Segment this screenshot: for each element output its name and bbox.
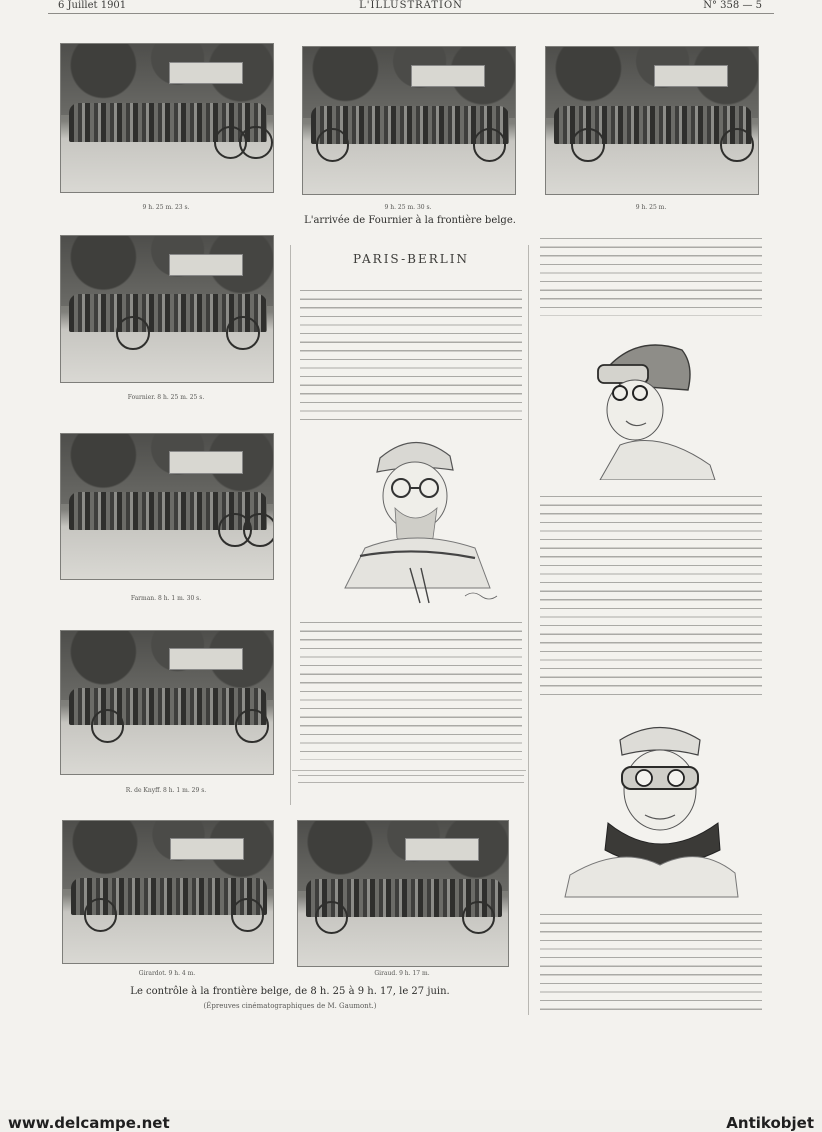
page-date: 6 Juillet 1901 xyxy=(58,0,127,11)
photo-caption-de-knyff: R. de Knyff. 8 h. 1 m. 29 s. xyxy=(125,787,207,794)
photo-giraud xyxy=(297,820,509,967)
photo-caption-giraud: Giraud. 9 h. 17 m. xyxy=(374,970,430,977)
watermark-right: Antikobjet xyxy=(726,1114,814,1132)
photo-caption-girardot: Girardot. 9 h. 4 m. xyxy=(138,970,196,977)
header-rule xyxy=(48,13,774,14)
photo-caption-fournier: Fournier. 8 h. 25 m. 25 s. xyxy=(127,394,205,401)
article-text-3 xyxy=(540,236,762,316)
publication-title: L'ILLUSTRATION xyxy=(359,0,463,11)
article-title: PARIS-BERLIN xyxy=(353,252,469,266)
watermark-left: www.delcampe.net xyxy=(8,1114,170,1132)
photo-arrival-2 xyxy=(302,46,516,195)
photo-de-knyff xyxy=(60,630,274,775)
column-rule-left xyxy=(290,245,291,805)
photo-fournier xyxy=(60,235,274,383)
photo-caption-2: 9 h. 25 m. 30 s. xyxy=(384,204,432,211)
arrival-caption: L'arrivée de Fournier à la frontière belge. xyxy=(304,215,516,226)
footnote-rule xyxy=(292,770,526,771)
control-caption: Le contrôle à la frontière belge, de 8 h. 25 à 9 h. 17, le 27 juin. xyxy=(130,986,450,997)
photo-caption-3: 9 h. 25 m. xyxy=(635,204,667,211)
photo-arrival-1 xyxy=(60,43,274,193)
article-text-5 xyxy=(540,912,762,1012)
photo-girardot xyxy=(62,820,274,964)
sketch-driver-right-top xyxy=(590,335,720,480)
page-number: N° 358 — 5 xyxy=(703,0,762,11)
photo-farman xyxy=(60,433,274,580)
photo-credit: (Épreuves cinématographiques de M. Gaumont.) xyxy=(203,1002,377,1010)
article-footnote xyxy=(298,774,524,788)
photo-caption-farman: Farman. 8 h. 1 m. 30 s. xyxy=(130,595,202,602)
sketch-driver-right-bottom xyxy=(560,715,740,900)
sketch-driver-center xyxy=(325,428,515,610)
photo-caption-1: 9 h. 25 m. 23 s. xyxy=(142,204,190,211)
article-text-4 xyxy=(540,494,762,698)
article-text-1 xyxy=(300,288,522,423)
article-text-2 xyxy=(300,620,522,760)
photo-arrival-3 xyxy=(545,46,759,195)
column-rule-right xyxy=(528,245,529,1015)
